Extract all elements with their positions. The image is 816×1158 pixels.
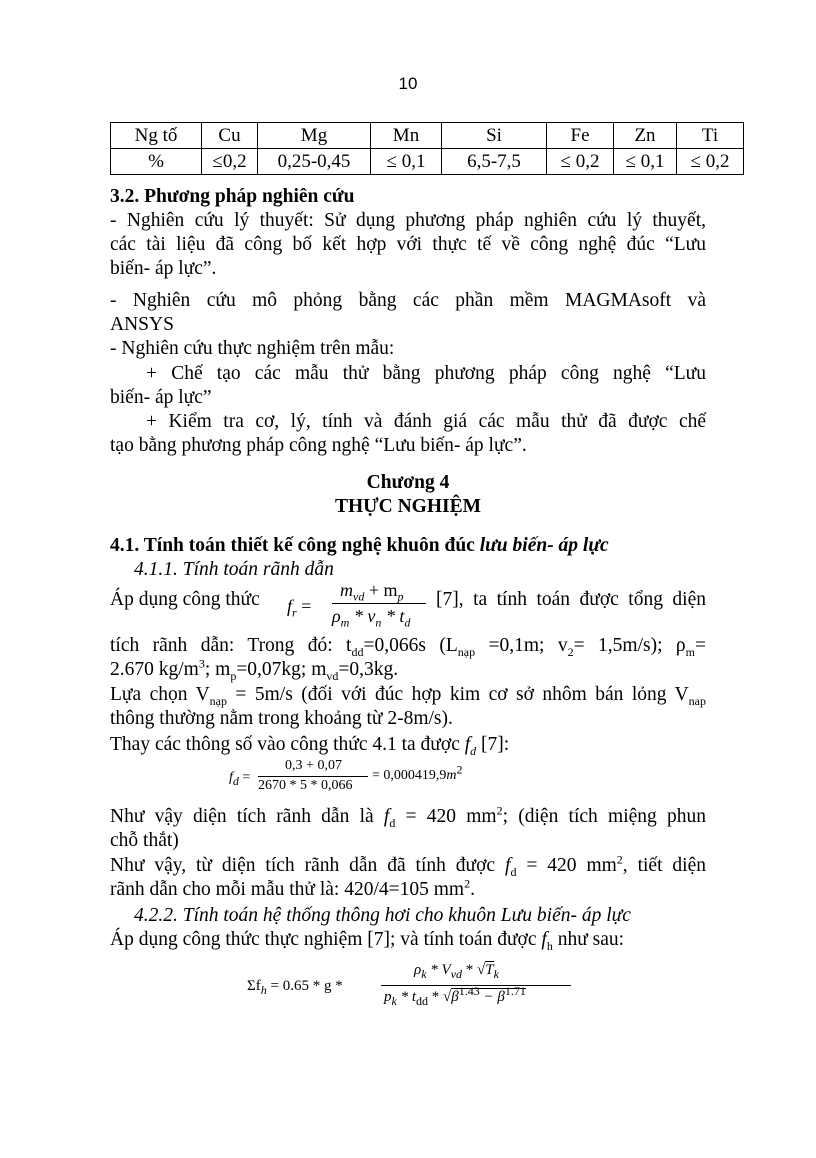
table-cell: % [111,149,202,175]
paragraph-line: 2.670 $kg/m^3$; $m_p=0,07kg$; $m_{vd}=0,3kg$. [110,656,399,683]
table-header-row [111,123,744,149]
table-cell: Mg [258,123,371,149]
paragraph-line: Như vậy, từ diện tích rãnh dẫn đã tính được $f_d = 420$ $mm^2$, tiết diện [110,852,706,879]
formula-2-fraction-bar [258,776,368,777]
formula-3-denominator: $p_k * t_{dd} * √\beta^{1.43} - \beta^{1.71}$ [384,984,526,1008]
apply-tail: [7], ta tính toán được tổng diện [436,589,706,610]
chapter-number: Chương 4 [366,472,450,493]
chapter-title: THỰC NGHIỆM [334,496,482,517]
table-cell: Ti [677,123,744,149]
table-cell: Zn [614,123,677,149]
table-cell: ≤ 0,2 [547,149,614,175]
paragraph-line: - Nghiên cứu thực nghiệm trên mẫu: [110,338,395,359]
table-cell: Si [442,123,547,149]
section-heading-3-2: 3.2. Phương pháp nghiên cứu [110,186,355,207]
table-cell: 6,5-7,5 [442,149,547,175]
formula-2-numerator: 0,3 + 0,07 [285,758,342,773]
formula-3-numerator: $\rho_k * V_{vd} * √T_k$ [414,962,499,981]
table-cell: Fe [547,123,614,149]
table-cell: Mn [371,123,442,149]
subsection-heading-4-2-2: 4.2.2. Tính toán hệ thống thông hơi cho khuôn Lưu biến- áp lực [134,905,631,926]
paragraph-line: - Nghiên cứu lý thuyết: Sử dụng phương pháp nghiên cứu lý thuyết, [110,210,706,231]
table-cell: 0,25-0,45 [258,149,371,175]
formula-2-lhs: $f_d$ = [229,770,251,788]
paragraph-line: Lựa chọn $V_{nạp} = 5m/s$ (đối với đúc hợp kim cơ sở nhôm bán lỏng $V_{nap}$ [110,684,706,708]
composition-table [110,122,744,175]
table-cell: ≤0,2 [202,149,258,175]
formula-1-fraction-bar [332,603,426,604]
paragraph-line: + Kiểm tra cơ, lý, tính và đánh giá các mẫu thử đã được chế [146,411,706,432]
formula-2-denominator: 2670 * 5 * 0,066 [258,778,353,793]
paragraph-line: biến- áp lực” [110,387,212,408]
paragraph-line: + Chế tạo các mẫu thử bằng phương pháp công nghệ “Lưu [146,363,706,384]
paragraph-line: rãnh dẫn cho mỗi mẫu thử là: 420/4=105 $mm^2$. [110,876,475,900]
formula-1-denominator: $\rho_m * v_n * t_d$ [332,606,411,630]
paragraph-line: ANSYS [110,314,174,335]
paragraph-line: Như vậy diện tích rãnh dẫn là $f_d = 420$ $mm^2$; (diện tích miệng phun [110,803,707,830]
page-number: 10 [398,74,418,93]
subsection-heading-4-1-1: 4.1.1. Tính toán rãnh dẫn [134,559,334,580]
paragraph-line: Thay các thông số vào công thức 4.1 ta được $f_d$ [7]: [110,734,510,758]
paragraph-line: Áp dụng công thức thực nghiệm [7]; và tính toán được $f_h$ như sau: [110,929,625,953]
paragraph-line: - Nghiên cứu mô phỏng bằng các phần mềm MAGMAsoft và [110,290,706,311]
apply-text: Áp dụng công thức [110,589,260,610]
table-cell: ≤ 0,2 [677,149,744,175]
formula-2-result: = $0,000419,9m^2$ [372,762,463,783]
paragraph-line: thông thường nằm trong khoảng từ 2-8m/s). [110,708,453,729]
paragraph-line: các tài liệu đã công bố kết hợp với thực tế về công nghệ đúc “Lưu [110,234,706,255]
table-row [111,149,744,175]
section-heading-4-1: 4.1. Tính toán thiết kế công nghệ khuôn đúc lưu biến- áp lực [110,535,609,556]
paragraph-line: tích rãnh dẫn: Trong đó: $t_{dd}=0,066s$ ($L_{nạp} =0,1m$; $v_2= 1,5m/s$); $\rho_m=$ [110,635,706,659]
formula-1-numerator: $m_{vd} + m_p$ [340,580,404,604]
table-cell: ≤ 0,1 [614,149,677,175]
formula-3-lhs: $\Sigma f_h = 0.65 * g$ * [247,978,343,997]
table-cell: Cu [202,123,258,149]
table-cell: ≤ 0,1 [371,149,442,175]
formula-1-lhs: $f_r$ = [287,596,312,620]
paragraph-line: tạo bằng phương pháp công nghệ “Lưu biến- áp lực”. [110,435,527,456]
table-cell: Ng tố [111,123,202,149]
paragraph-line: chỗ thắt) [110,830,179,851]
paragraph-line: biến- áp lực”. [110,258,217,279]
